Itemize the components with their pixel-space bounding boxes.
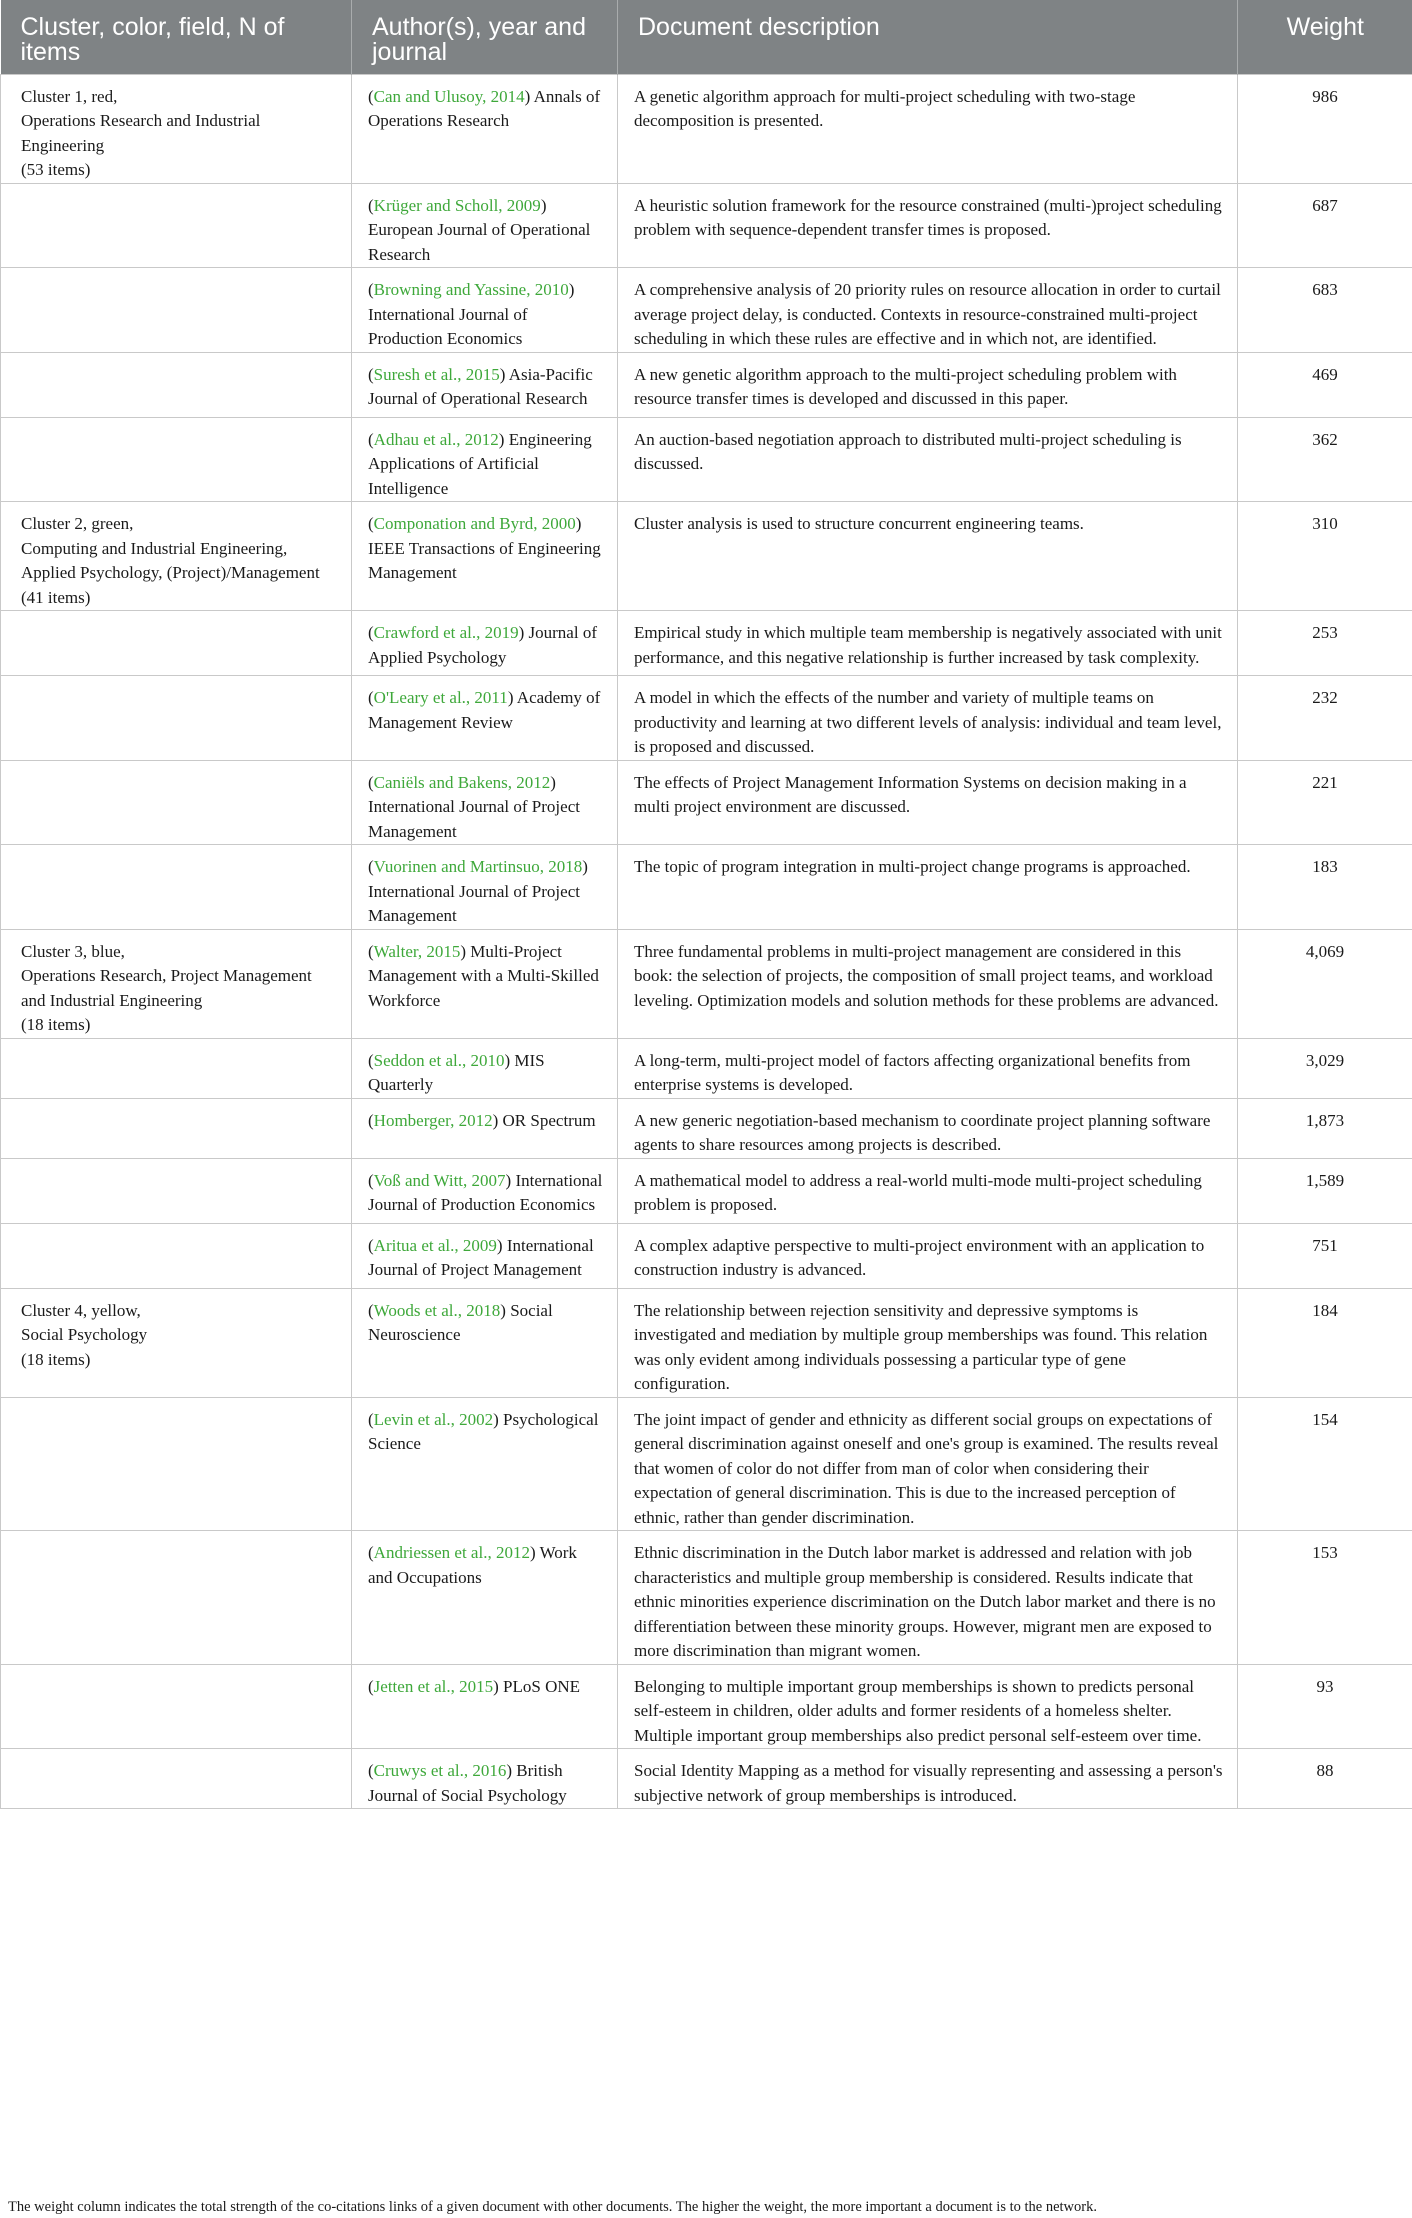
cell-author: (Woods et al., 2018) Social Neuroscience [352,1288,618,1397]
table-row [1,502,1412,611]
cell-cluster [1,1158,352,1223]
cell-weight: 1,589 [1238,1158,1412,1223]
cluster-line: Cluster 2, green, [21,514,134,533]
reference-link[interactable]: Crawford et al., 2019 [373,623,519,642]
table-footnote: The weight column indicates the total strength of the co-citations links of a given document with other documents. The higher the weight, the more important a document is to the network. [8,2199,1097,2215]
reference-link[interactable]: Aritua et al., 2009 [373,1235,497,1255]
journal-name: PLoS ONE [503,1676,581,1696]
table-row [1,1749,1412,1809]
cell-weight: 232 [1238,676,1412,761]
cell-cluster [1,1397,352,1531]
journal-name: International Journal of Production Economics [368,1170,603,1214]
table-row [1,417,1412,502]
cell-cluster [1,268,352,353]
cell-weight: 184 [1238,1288,1412,1397]
journal-name: Annals of Operations Research [368,86,601,130]
cell-description: A new genetic algorithm approach to the multi-project scheduling problem with resource transfer times is developed and discussed in this paper. [618,352,1238,417]
cell-author: (Walter, 2015) Multi-Project Management with a Multi-Skilled Workforce [352,929,618,1038]
cell-cluster [1,502,352,611]
cell-weight: 93 [1238,1664,1412,1749]
cell-author: (Browning and Yassine, 2010) International Journal of Production Economics [352,268,618,353]
cell-cluster [1,74,352,183]
cluster-line: Operations Research, Project Management and Industrial Engineering [21,966,312,1010]
cell-weight: 687 [1238,183,1412,268]
reference-link[interactable]: Krüger and Scholl, 2009 [373,195,541,215]
cell-description: The effects of Project Management Information Systems on decision making in a multi project environment are discussed. [618,760,1238,845]
cell-cluster [1,760,352,845]
reference-link[interactable]: Walter, 2015 [373,941,461,961]
table-body [1,74,1412,1809]
cell-author: (Crawford et al., 2019) Journal of Applied Psychology [352,611,618,676]
cell-cluster [1,676,352,761]
cell-cluster [1,1749,352,1809]
table-row [1,352,1412,417]
table-row [1,1223,1412,1288]
table-row [1,268,1412,353]
journal-name: MIS Quarterly [368,1050,545,1094]
cell-description: Social Identity Mapping as a method for visually representing and assessing a person's subjective network of group memberships is introduced. [618,1749,1238,1809]
journal-name: Work and Occupations [368,1543,577,1587]
cell-author: (Homberger, 2012) OR Spectrum [352,1098,618,1158]
cell-description: The joint impact of gender and ethnicity as different social groups on expectations of general discrimination against oneself and one's group is examined. The results reveal that women of color do not differ from man of color when considering their expectation of general discrimination. This is due to the increased perception of ethnic, rather than gender discrimination. [618,1397,1238,1531]
cluster-line: Operations Research and Industrial Engineering [21,111,261,155]
cell-cluster [1,1664,352,1749]
cell-cluster [1,183,352,268]
table-row [1,845,1412,930]
table-row [1,929,1412,1038]
cluster-line: Social Psychology [21,1325,148,1344]
cell-description: Three fundamental problems in multi-project management are considered in this book: the selection of projects, the composition of small project teams, and workload leveling. Optimization models and solution methods for these problems are advanced. [618,929,1238,1038]
cell-cluster [1,1288,352,1397]
reference-link[interactable]: Jetten et al., 2015 [373,1676,494,1696]
reference-link[interactable]: Vuorinen and Martinsuo, 2018 [373,857,583,876]
cell-description: The relationship between rejection sensitivity and depressive symptoms is investigated and mediation by multiple group memberships was found. This relation was only evident among individuals possessing a particular type of gene configuration. [618,1288,1238,1397]
reference-link[interactable]: Woods et al., 2018 [373,1300,501,1320]
reference-link[interactable]: Componation and Byrd, 2000 [373,514,576,533]
cell-cluster [1,1098,352,1158]
cell-author: (Seddon et al., 2010) MIS Quarterly [352,1038,618,1098]
cluster-line: (18 items) [21,1349,91,1369]
cell-author: (Levin et al., 2002) Psychological Science [352,1397,618,1531]
cell-cluster [1,845,352,930]
cell-author: (Voß and Witt, 2007) International Journal of Production Economics [352,1158,618,1223]
cell-weight: 751 [1238,1223,1412,1288]
cell-weight: 986 [1238,74,1412,183]
table-row [1,74,1412,183]
cell-author: (Aritua et al., 2009) International Journal of Project Management [352,1223,618,1288]
cell-description: An auction-based negotiation approach to distributed multi-project scheduling is discussed. [618,417,1238,502]
journal-name: International Journal of Project Management [368,797,580,841]
reference-link[interactable]: O'Leary et al., 2011 [373,688,508,707]
cell-description: Ethnic discrimination in the Dutch labor market is addressed and relation with job characteristics and multiple group membership is considered. Results indicate that ethnic minorities experience discrimination on the Dutch labor market and there is no differentiation between these minority groups. However, migrant men are exposed to more discrimination than migrant women. [618,1531,1238,1665]
reference-link[interactable]: Can and Ulusoy, 2014 [373,86,525,106]
reference-link[interactable]: Homberger, 2012 [373,1110,493,1130]
cell-cluster [1,1038,352,1098]
cell-description: Cluster analysis is used to structure concurrent engineering teams. [618,502,1238,611]
cell-weight: 88 [1238,1749,1412,1809]
journal-name: OR Spectrum [502,1110,596,1130]
cluster-line: (41 items) [21,587,91,607]
table-header [1,0,1412,74]
cell-weight: 221 [1238,760,1412,845]
reference-link[interactable]: Andriessen et al., 2012 [373,1543,530,1562]
cell-author: (Vuorinen and Martinsuo, 2018) International Journal of Project Management [352,845,618,930]
table-row [1,1531,1412,1665]
cell-description: A mathematical model to address a real-world multi-mode multi-project scheduling problem is proposed. [618,1158,1238,1223]
reference-link[interactable]: Seddon et al., 2010 [373,1050,505,1070]
cell-author: (Krüger and Scholl, 2009) European Journal of Operational Research [352,183,618,268]
table-row [1,183,1412,268]
journal-name: European Journal of Operational Research [368,220,591,264]
journal-name: International Journal of Production Economics [368,304,528,348]
reference-link[interactable]: Browning and Yassine, 2010 [373,280,569,299]
journal-name: Asia-Pacific Journal of Operational Research [368,364,593,408]
cell-description: Empirical study in which multiple team membership is negatively associated with unit performance, and this negative relationship is further increased by task complexity. [618,611,1238,676]
cell-description: A genetic algorithm approach for multi-project scheduling with two-stage decomposition is presented. [618,74,1238,183]
cell-cluster [1,417,352,502]
cell-description: A heuristic solution framework for the resource constrained (multi-)project scheduling problem with sequence-dependent transfer times is proposed. [618,183,1238,268]
cell-cluster [1,1223,352,1288]
reference-link[interactable]: Voß and Witt, 2007 [373,1170,506,1190]
cell-author: (Caniëls and Bakens, 2012) International Journal of Project Management [352,760,618,845]
cell-description: The topic of program integration in multi-project change programs is approached. [618,845,1238,930]
cluster-line: Cluster 1, red, [21,86,118,106]
cell-description: A new generic negotiation-based mechanism to coordinate project planning software agents to share resources among projects is described. [618,1098,1238,1158]
journal-name: IEEE Transactions of Engineering Management [368,538,601,582]
cell-description: A model in which the effects of the number and variety of multiple teams on productivity and learning at two different levels of analysis: individual and team level, is proposed and discussed. [618,676,1238,761]
cluster-line: Computing and Industrial Engineering, Applied Psychology, (Project)/Management [21,538,320,582]
cell-description: A long-term, multi-project model of factors affecting organizational benefits from enterprise systems is developed. [618,1038,1238,1098]
cell-cluster [1,1531,352,1665]
cell-author: (Andriessen et al., 2012) Work and Occupations [352,1531,618,1665]
table-row [1,1098,1412,1158]
journal-name: Psychological Science [368,1409,599,1453]
journal-name: Engineering Applications of Artificial Intelligence [368,429,592,498]
table-row [1,1158,1412,1223]
cell-weight: 183 [1238,845,1412,930]
table-row [1,1664,1412,1749]
cell-author: (Jetten et al., 2015) PLoS ONE [352,1664,618,1749]
table-row [1,676,1412,761]
cell-cluster [1,352,352,417]
journal-name: Social Neuroscience [368,1300,553,1344]
cell-weight: 253 [1238,611,1412,676]
cell-weight: 362 [1238,417,1412,502]
cell-author: (Cruwys et al., 2016) British Journal of Social Psychology [352,1749,618,1809]
cluster-line: (18 items) [21,1015,91,1034]
journal-name: International Journal of Project Management [368,1235,594,1279]
cell-weight: 4,069 [1238,929,1412,1038]
journal-name: International Journal of Project Management [368,881,580,925]
reference-link[interactable]: Suresh et al., 2015 [373,364,500,384]
header-description: Document description [618,0,1238,74]
reference-link[interactable]: Cruwys et al., 2016 [373,1761,507,1780]
cell-author: (Can and Ulusoy, 2014) Annals of Operations Research [352,74,618,183]
table-row [1,1397,1412,1531]
cell-weight: 153 [1238,1531,1412,1665]
header-author: Author(s), year and journal [352,0,618,74]
cell-weight: 310 [1238,502,1412,611]
cluster-line: Cluster 4, yellow, [21,1300,141,1320]
cell-author: (Suresh et al., 2015) Asia-Pacific Journal of Operational Research [352,352,618,417]
header-weight: Weight [1238,0,1412,74]
cluster-line: Cluster 3, blue, [21,941,125,961]
cell-author: (Adhau et al., 2012) Engineering Applications of Artificial Intelligence [352,417,618,502]
reference-link[interactable]: Caniëls and Bakens, 2012 [373,772,551,792]
cell-description: A complex adaptive perspective to multi-project environment with an application to construction industry is advanced. [618,1223,1238,1288]
cell-author: (Componation and Byrd, 2000) IEEE Transactions of Engineering Management [352,502,618,611]
table-row [1,1038,1412,1098]
cell-weight: 154 [1238,1397,1412,1531]
cell-cluster [1,929,352,1038]
journal-name: British Journal of Social Psychology [368,1761,567,1805]
table-row [1,611,1412,676]
cell-weight: 1,873 [1238,1098,1412,1158]
header-cluster: Cluster, color, field, N of items [1,0,352,74]
table-row [1,1288,1412,1397]
cell-author: (O'Leary et al., 2011) Academy of Management Review [352,676,618,761]
journal-name: Journal of Applied Psychology [368,623,597,667]
cell-weight: 683 [1238,268,1412,353]
reference-link[interactable]: Adhau et al., 2012 [373,429,499,449]
cell-description: Belonging to multiple important group memberships is shown to predicts personal self-esteem in children, older adults and former residents of a homeless shelter. Multiple important group memberships also predict personal self-esteem over time. [618,1664,1238,1749]
reference-link[interactable]: Levin et al., 2002 [373,1409,494,1429]
cluster-line: (53 items) [21,160,91,179]
cell-weight: 3,029 [1238,1038,1412,1098]
journal-name: Academy of Management Review [368,688,601,732]
cell-description: A comprehensive analysis of 20 priority rules on resource allocation in order to curtail average project delay, is conducted. Contexts in resource-constrained multi-project scheduling in which these rules are effective and in which not, are identified. [618,268,1238,353]
journal-name: Multi-Project Management with a Multi-Skilled Workforce [368,941,599,1010]
cell-cluster [1,611,352,676]
table-row [1,760,1412,845]
cell-weight: 469 [1238,352,1412,417]
